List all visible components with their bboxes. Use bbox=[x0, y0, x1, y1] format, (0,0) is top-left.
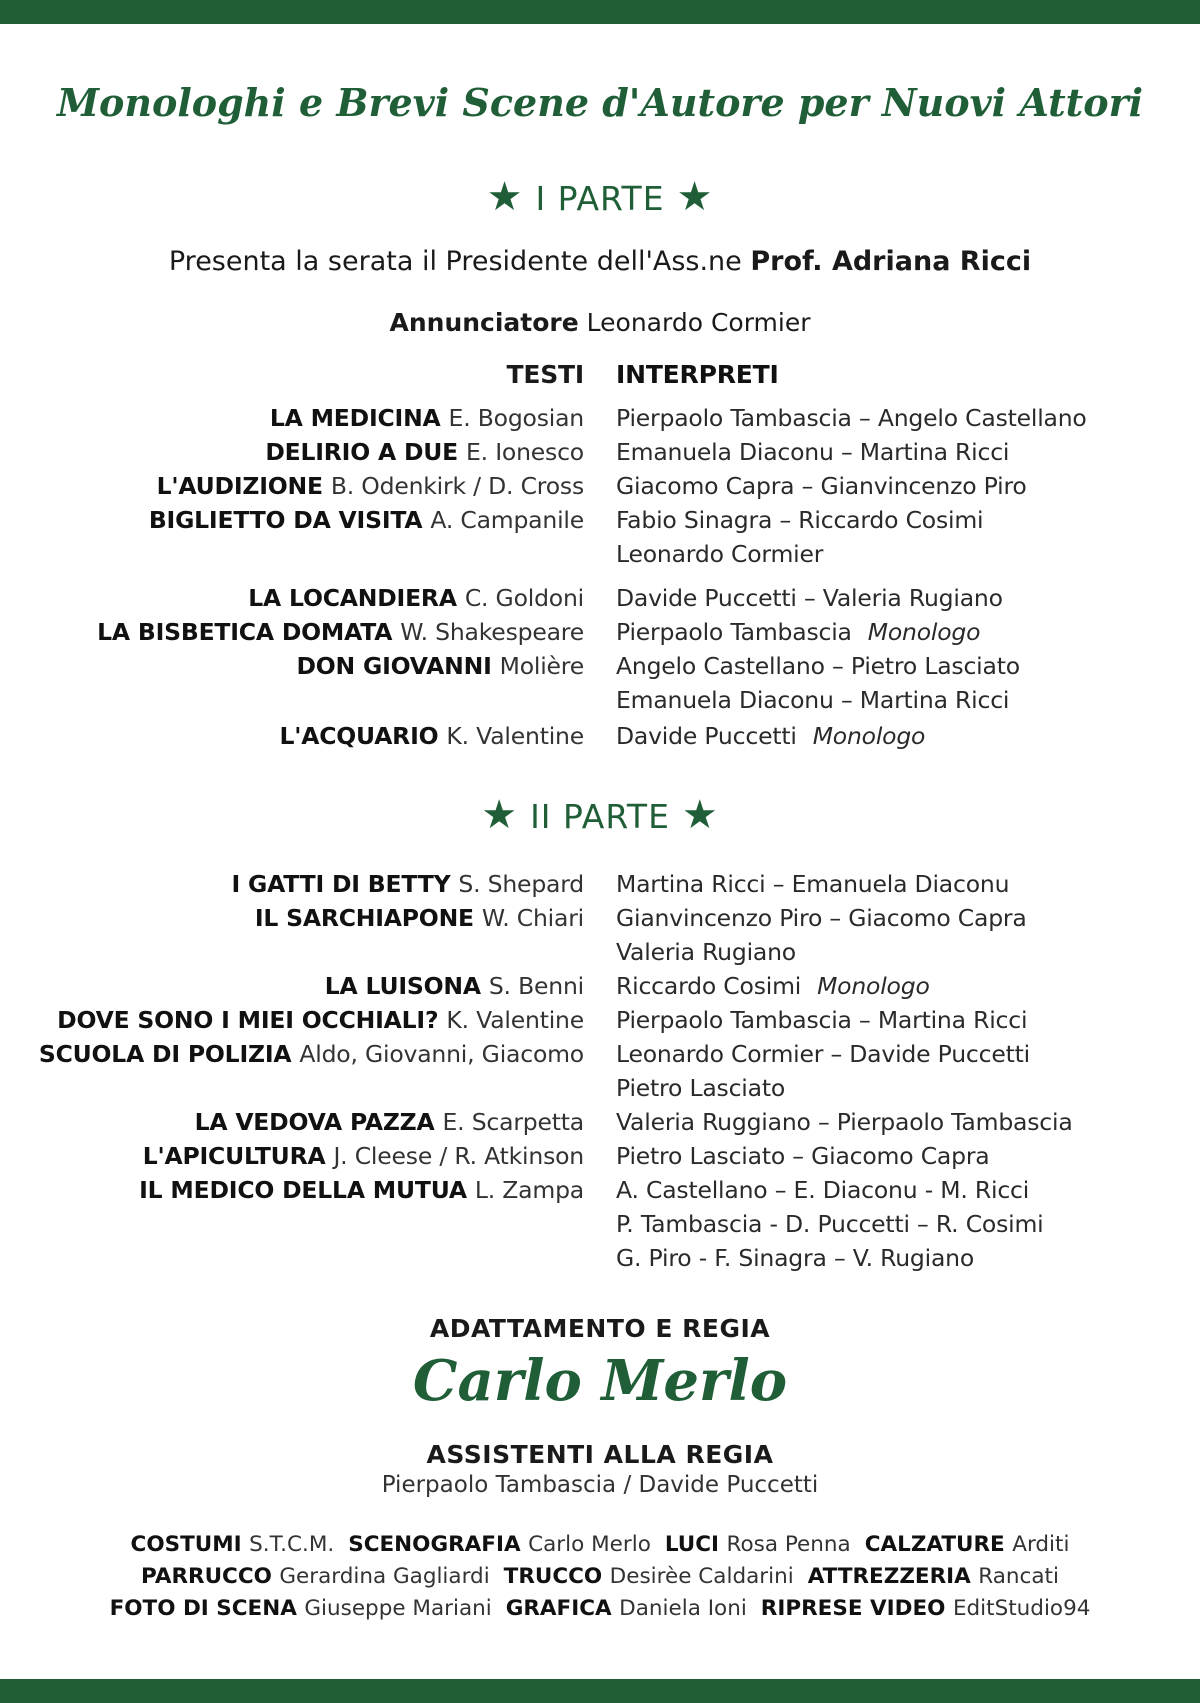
bottom-border-bar bbox=[0, 1679, 1200, 1703]
part-1-heading bbox=[0, 174, 1200, 220]
tech-role: PARRUCCO bbox=[141, 1564, 280, 1589]
play-author: E. Ionesco bbox=[466, 438, 584, 466]
cast-names: P. Tambascia - D. Puccetti – R. Cosimi bbox=[616, 1210, 1044, 1238]
monologue-note: Monologo bbox=[867, 618, 981, 646]
play-title: LA VEDOVA PAZZA bbox=[194, 1108, 435, 1136]
cast-line bbox=[616, 1108, 1073, 1136]
tech-role: FOTO DI SCENA bbox=[109, 1596, 305, 1621]
cast-line bbox=[616, 540, 823, 568]
tech-role: SCENOGRAFIA bbox=[348, 1532, 529, 1557]
cast-names: Emanuela Diaconu – Martina Ricci bbox=[616, 686, 1010, 714]
play-author: S. Benni bbox=[488, 972, 584, 1000]
tech-name: Gerardina Gagliardi bbox=[279, 1564, 490, 1589]
tech-role: LUCI bbox=[664, 1532, 727, 1557]
play-title-author bbox=[265, 438, 584, 466]
cast-names: Fabio Sinagra – Riccardo Cosimi bbox=[616, 506, 984, 534]
star-icon: ★ bbox=[681, 792, 719, 838]
cast-names: Valeria Ruggiano – Pierpaolo Tambascia bbox=[616, 1108, 1073, 1136]
cast-names: Emanuela Diaconu – Martina Ricci bbox=[616, 438, 1010, 466]
play-author: Aldo, Giovanni, Giacomo bbox=[299, 1040, 584, 1068]
cast-names: Davide Puccetti bbox=[616, 722, 797, 750]
play-title: L'APICULTURA bbox=[142, 1142, 326, 1170]
assistants-label: ASSISTENTI ALLA REGIA bbox=[426, 1440, 774, 1469]
presenter-prefix: Presenta la serata il Presidente dell'Ass.ne bbox=[168, 246, 742, 277]
cast-names: Pietro Lasciato bbox=[616, 1074, 786, 1102]
part-1-label: I PARTE bbox=[535, 179, 665, 218]
play-title-author bbox=[139, 1176, 584, 1204]
cast-names: Pierpaolo Tambascia – Angelo Castellano bbox=[616, 404, 1087, 432]
cast-names: Valeria Rugiano bbox=[616, 938, 796, 966]
tech-role: ATTREZZERIA bbox=[807, 1564, 979, 1589]
cast-line bbox=[616, 904, 1027, 932]
play-author: C. Goldoni bbox=[464, 584, 584, 612]
play-title: DELIRIO A DUE bbox=[265, 438, 458, 466]
play-title: LA MEDICINA bbox=[269, 404, 441, 432]
tech-role: CALZATURE bbox=[864, 1532, 1013, 1557]
play-author: L. Zampa bbox=[474, 1176, 584, 1204]
cast-names: Martina Ricci – Emanuela Diaconu bbox=[616, 870, 1010, 898]
cast-names: Gianvincenzo Piro – Giacomo Capra bbox=[616, 904, 1027, 932]
play-title-author bbox=[325, 972, 584, 1000]
play-title-author bbox=[255, 904, 584, 932]
cast-names: Pierpaolo Tambascia – Martina Ricci bbox=[616, 1006, 1028, 1034]
tech-credit-row bbox=[0, 1532, 1200, 1557]
assistants-names: Pierpaolo Tambascia / Davide Puccetti bbox=[381, 1472, 819, 1498]
cast-line bbox=[616, 870, 1009, 898]
play-author: Molière bbox=[499, 652, 584, 680]
cast-line bbox=[616, 1176, 1029, 1204]
play-title-author bbox=[57, 1006, 584, 1034]
play-author: K. Valentine bbox=[446, 722, 584, 750]
announcer-line bbox=[0, 308, 1200, 337]
cast-line bbox=[616, 972, 930, 1000]
play-title-author bbox=[149, 506, 584, 534]
play-author: B. Odenkirk / D. Cross bbox=[330, 472, 584, 500]
presenter-name: Prof. Adriana Ricci bbox=[750, 246, 1032, 277]
play-title-author bbox=[270, 404, 584, 432]
column-header-interpreti: INTERPRETI bbox=[616, 360, 779, 389]
cast-names: G. Piro - F. Sinagra – V. Rugiano bbox=[616, 1244, 975, 1272]
cast-names: Leonardo Cormier – Davide Puccetti bbox=[616, 1040, 1030, 1068]
play-title: LA BISBETICA DOMATA bbox=[97, 618, 393, 646]
announcer-name: Leonardo Cormier bbox=[586, 308, 811, 337]
cast-line bbox=[616, 506, 983, 534]
cast-names: Pietro Lasciato – Giacomo Capra bbox=[616, 1142, 990, 1170]
play-author: W. Chiari bbox=[481, 904, 584, 932]
play-title-author bbox=[97, 618, 584, 646]
cast-line bbox=[616, 618, 980, 646]
play-title: SCUOLA DI POLIZIA bbox=[38, 1040, 292, 1068]
cast-line bbox=[616, 1142, 989, 1170]
play-title: BIGLIETTO DA VISITA bbox=[148, 506, 423, 534]
tech-role: RIPRESE VIDEO bbox=[760, 1596, 953, 1621]
play-author: J. Cleese / R. Atkinson bbox=[333, 1142, 584, 1170]
play-title: I GATTI DI BETTY bbox=[231, 870, 451, 898]
tech-name: Arditi bbox=[1012, 1532, 1070, 1557]
play-title-author bbox=[296, 652, 584, 680]
tech-name: EditStudio94 bbox=[952, 1596, 1091, 1621]
play-author: S. Shepard bbox=[458, 870, 584, 898]
announcer-label: Annunciatore bbox=[389, 308, 579, 337]
cast-line bbox=[616, 686, 1009, 714]
play-title-author bbox=[157, 472, 584, 500]
tech-name: Giuseppe Mariani bbox=[304, 1596, 492, 1621]
cast-line bbox=[616, 438, 1009, 466]
cast-names: Riccardo Cosimi bbox=[616, 972, 802, 1000]
monologue-note: Monologo bbox=[817, 972, 930, 1000]
play-title: LA LOCANDIERA bbox=[248, 584, 457, 612]
tech-name: Rancati bbox=[978, 1564, 1059, 1589]
top-border-bar bbox=[0, 0, 1200, 24]
cast-line bbox=[616, 938, 796, 966]
play-title-author bbox=[143, 1142, 584, 1170]
cast-line bbox=[616, 722, 925, 750]
play-title: IL MEDICO DELLA MUTUA bbox=[139, 1176, 467, 1204]
cast-names: Giacomo Capra – Gianvincenzo Piro bbox=[616, 472, 1027, 500]
cast-line bbox=[616, 1244, 974, 1272]
cast-line bbox=[616, 1040, 1030, 1068]
page-title: Monologhi e Brevi Scene d'Autore per Nuovi Attori bbox=[56, 80, 1144, 125]
play-author: E. Scarpetta bbox=[442, 1108, 584, 1136]
cast-names: Leonardo Cormier bbox=[616, 540, 824, 568]
tech-name: Carlo Merlo bbox=[528, 1532, 651, 1557]
cast-line bbox=[616, 1210, 1043, 1238]
cast-names: A. Castellano – E. Diaconu - M. Ricci bbox=[616, 1176, 1030, 1204]
part-2-heading bbox=[0, 792, 1200, 838]
tech-role: TRUCCO bbox=[503, 1564, 610, 1589]
play-title-author bbox=[195, 1108, 584, 1136]
monologue-note: Monologo bbox=[812, 722, 926, 750]
play-title-author bbox=[231, 870, 584, 898]
presenter-line bbox=[0, 246, 1200, 277]
play-title: L'AUDIZIONE bbox=[156, 472, 323, 500]
tech-name: S.T.C.M. bbox=[249, 1532, 335, 1557]
play-author: A. Campanile bbox=[430, 506, 584, 534]
cast-names: Pierpaolo Tambascia bbox=[616, 618, 852, 646]
tech-credit-row bbox=[0, 1596, 1200, 1621]
play-title: LA LUISONA bbox=[324, 972, 481, 1000]
cast-line bbox=[616, 652, 1020, 680]
cast-line bbox=[616, 1006, 1027, 1034]
tech-name: Rosa Penna bbox=[726, 1532, 851, 1557]
play-author: K. Valentine bbox=[446, 1006, 584, 1034]
cast-line bbox=[616, 1074, 785, 1102]
tech-name: Daniela Ioni bbox=[619, 1596, 747, 1621]
tech-role: COSTUMI bbox=[130, 1532, 250, 1557]
cast-line bbox=[616, 404, 1087, 432]
play-author: W. Shakespeare bbox=[400, 618, 584, 646]
cast-names: Angelo Castellano – Pietro Lasciato bbox=[616, 652, 1020, 680]
tech-role: GRAFICA bbox=[505, 1596, 620, 1621]
star-icon: ★ bbox=[676, 174, 714, 220]
play-author: E. Bogosian bbox=[448, 404, 584, 432]
tech-name: Desirèe Caldarini bbox=[609, 1564, 794, 1589]
star-icon: ★ bbox=[481, 792, 519, 838]
play-title-author bbox=[39, 1040, 584, 1068]
play-title: IL SARCHIAPONE bbox=[254, 904, 474, 932]
play-title: L'ACQUARIO bbox=[279, 722, 439, 750]
play-title-author bbox=[248, 584, 584, 612]
direction-label: ADATTAMENTO E REGIA bbox=[429, 1314, 771, 1343]
director-name: Carlo Merlo bbox=[412, 1348, 788, 1414]
play-title: DON GIOVANNI bbox=[296, 652, 492, 680]
cast-line bbox=[616, 584, 1003, 612]
play-title: DOVE SONO I MIEI OCCHIALI? bbox=[57, 1006, 439, 1034]
cast-names: Davide Puccetti – Valeria Rugiano bbox=[616, 584, 1003, 612]
cast-line bbox=[616, 472, 1027, 500]
star-icon: ★ bbox=[486, 174, 524, 220]
column-header-testi: TESTI bbox=[506, 360, 584, 389]
tech-credit-row bbox=[0, 1564, 1200, 1589]
play-title-author bbox=[279, 722, 584, 750]
part-2-label: II PARTE bbox=[530, 797, 670, 836]
